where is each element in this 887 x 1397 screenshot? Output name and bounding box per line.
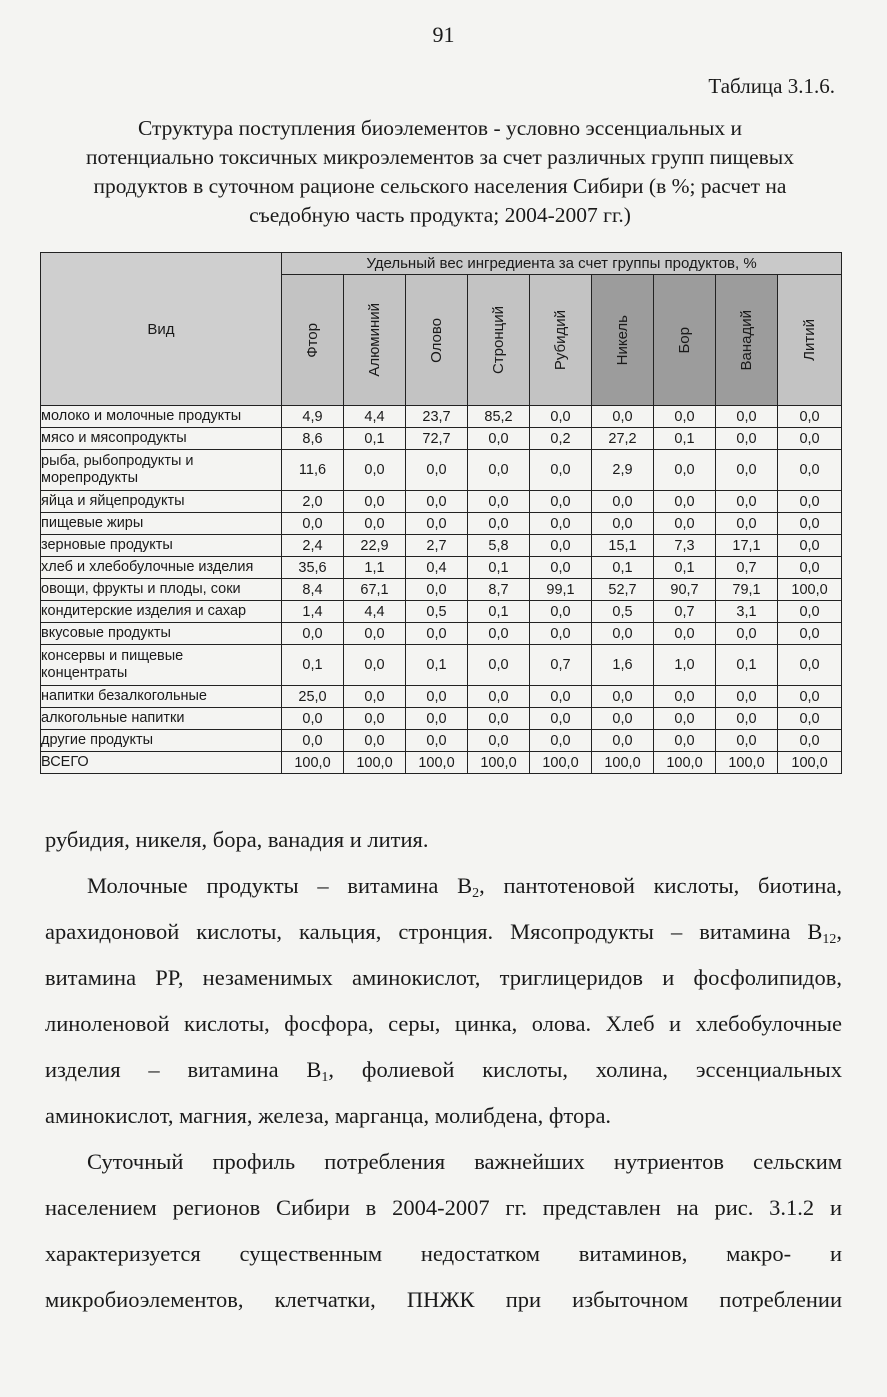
cell-value: 0,0 [468,428,530,450]
cell-value: 100,0 [282,752,344,774]
cell-value: 0,0 [778,450,842,491]
cell-value: 0,1 [716,645,778,686]
cell-value: 0,0 [592,491,654,513]
cell-value: 0,0 [654,406,716,428]
table-row [41,557,842,579]
cell-value: 0,0 [654,708,716,730]
cell-value: 100,0 [778,579,842,601]
cell-value: 0,0 [282,623,344,645]
cell-value: 0,0 [468,645,530,686]
cell-value: 79,1 [716,579,778,601]
cell-value: 72,7 [406,428,468,450]
cell-value: 0,0 [778,708,842,730]
cell-value: 11,6 [282,450,344,491]
cell-value: 0,0 [530,557,592,579]
row-name: ВСЕГО [41,752,282,774]
cell-value: 0,0 [282,708,344,730]
table-row [41,730,842,752]
cell-value: 0,7 [530,645,592,686]
cell-value: 0,0 [406,686,468,708]
table-caption [40,114,840,230]
cell-value: 2,4 [282,535,344,557]
row-name: напитки безалкогольные [41,686,282,708]
table-row [41,752,842,774]
table-row [41,406,842,428]
cell-value: 0,0 [716,513,778,535]
cell-value: 0,0 [592,686,654,708]
row-name: вкусовые продукты [41,623,282,645]
cell-value: 99,1 [530,579,592,601]
row-header: Вид [41,253,282,406]
cell-value: 0,0 [778,730,842,752]
column-header: Никель [592,275,654,406]
cell-value: 0,0 [344,730,406,752]
cell-value: 100,0 [716,752,778,774]
cell-value: 2,7 [406,535,468,557]
cell-value: 2,9 [592,450,654,491]
cell-value: 22,9 [344,535,406,557]
cell-value: 0,0 [654,730,716,752]
column-header: Фтор [282,275,344,406]
column-header: Ванадий [716,275,778,406]
column-header: Алюминий [344,275,406,406]
cell-value: 0,0 [778,491,842,513]
cell-value: 0,0 [654,491,716,513]
cell-value: 0,0 [778,428,842,450]
cell-value: 0,0 [406,450,468,491]
row-name: консервы и пищевые концентраты [41,645,282,686]
cell-value: 0,0 [778,601,842,623]
cell-value: 35,6 [282,557,344,579]
cell-value: 100,0 [592,752,654,774]
cell-value: 0,2 [530,428,592,450]
cell-value: 0,0 [716,406,778,428]
cell-value: 2,0 [282,491,344,513]
row-name: пищевые жиры [41,513,282,535]
cell-value: 0,1 [282,645,344,686]
paragraph: рубидия, никеля, бора, ванадия и лития. [45,827,429,852]
table-row [41,686,842,708]
cell-value: 8,4 [282,579,344,601]
cell-value: 0,7 [716,557,778,579]
cell-value: 100,0 [468,752,530,774]
cell-value: 4,9 [282,406,344,428]
cell-value: 0,0 [468,450,530,491]
cell-value: 0,0 [716,730,778,752]
cell-value: 0,0 [344,645,406,686]
cell-value: 0,0 [468,730,530,752]
row-name: молоко и молочные продукты [41,406,282,428]
column-header: Стронций [468,275,530,406]
cell-value: 0,0 [592,730,654,752]
cell-value: 0,0 [530,450,592,491]
table-row [41,491,842,513]
column-header: Рубидий [530,275,592,406]
cell-value: 0,0 [654,513,716,535]
data-table [40,252,842,774]
column-header: Олово [406,275,468,406]
cell-value: 0,0 [530,708,592,730]
cell-value: 0,0 [344,513,406,535]
paragraph: Суточный профиль потребления важнейших нутриентов сельским населением регионов Сибири в 2004-2007 гг. представлен на рис. 3.1.2 и характеризуется существенным недостатком витаминов, макро- и микробиоэлементов, клетчатки, ПНЖК при избыточном потреблении [45,1149,842,1312]
cell-value: 0,4 [406,557,468,579]
table-row [41,645,842,686]
cell-value: 0,0 [716,450,778,491]
cell-value: 100,0 [778,752,842,774]
cell-value: 0,0 [344,708,406,730]
cell-value: 0,0 [654,686,716,708]
cell-value: 0,7 [654,601,716,623]
cell-value: 90,7 [654,579,716,601]
cell-value: 0,0 [468,623,530,645]
cell-value: 27,2 [592,428,654,450]
cell-value: 0,0 [716,428,778,450]
row-name: хлеб и хлебобулочные изделия [41,557,282,579]
cell-value: 0,0 [282,730,344,752]
cell-value: 0,0 [344,450,406,491]
cell-value: 0,0 [282,513,344,535]
group-header: Удельный вес ингредиента за счет группы продуктов, % [282,253,842,275]
cell-value: 0,0 [406,513,468,535]
cell-value: 0,0 [778,406,842,428]
row-name: алкогольные напитки [41,708,282,730]
cell-value: 8,7 [468,579,530,601]
cell-value: 1,1 [344,557,406,579]
cell-value: 4,4 [344,601,406,623]
paragraph: Молочные продукты – витамина $B_2$, пантотеновой кислоты, биотина, арахидоновой кислоты, кальция, стронция. Мясопродукты – витамина $B_{12}$, витамина PP, незаменимых аминокислот, триглицеридов и фосфолипидов, линоленовой кислоты, фосфора, серы, цинка, олова. Хлеб и хлебобулочные изделия – витамина $B_1$, фолиевой кислоты, холина, эссенциальных аминокислот, магния, железа, марганца, молибдена, фтора. [45,873,842,1128]
cell-value: 0,0 [344,491,406,513]
table-row [41,708,842,730]
cell-value: 100,0 [654,752,716,774]
table-row [41,623,842,645]
cell-value: 0,0 [654,623,716,645]
caption-line: продуктов в суточном рационе сельского населения Сибири (в %; расчет на [93,174,787,198]
row-name: мясо и мясопродукты [41,428,282,450]
table-row [41,601,842,623]
page-number: 91 [432,22,455,47]
cell-value: 0,0 [468,686,530,708]
cell-value: 7,3 [654,535,716,557]
cell-value: 0,0 [778,557,842,579]
cell-value: 100,0 [530,752,592,774]
cell-value: 0,0 [406,730,468,752]
cell-value: 0,0 [716,686,778,708]
cell-value: 8,6 [282,428,344,450]
cell-value: 0,0 [592,406,654,428]
cell-value: 0,0 [530,535,592,557]
column-header: Литий [778,275,842,406]
cell-value: 0,0 [530,491,592,513]
table-label: Таблица 3.1.6. [708,74,835,98]
cell-value: 0,0 [406,579,468,601]
row-name: яйца и яйцепродукты [41,491,282,513]
cell-value: 0,0 [716,491,778,513]
cell-value: 0,0 [716,623,778,645]
cell-value: 0,0 [654,450,716,491]
row-name: кондитерские изделия и сахар [41,601,282,623]
cell-value: 0,5 [406,601,468,623]
caption-line: потенциально токсичных микроэлементов за счет различных групп пищевых [86,145,794,169]
cell-value: 0,0 [406,623,468,645]
cell-value: 0,0 [530,406,592,428]
row-name: овощи, фрукты и плоды, соки [41,579,282,601]
row-name: рыба, рыбопродукты и морепродукты [41,450,282,491]
cell-value: 4,4 [344,406,406,428]
cell-value: 0,0 [530,623,592,645]
caption-line: Структура поступления биоэлементов - условно эссенциальных и [137,116,743,140]
cell-value: 0,1 [592,557,654,579]
cell-value: 1,6 [592,645,654,686]
cell-value: 0,0 [778,645,842,686]
cell-value: 17,1 [716,535,778,557]
cell-value: 1,0 [654,645,716,686]
cell-value: 67,1 [344,579,406,601]
table-row [41,428,842,450]
caption-line: съедобную часть продукта; 2004-2007 гг.) [249,203,631,227]
cell-value: 0,0 [406,491,468,513]
cell-value: 0,1 [654,557,716,579]
cell-value: 5,8 [468,535,530,557]
table-row [41,513,842,535]
cell-value: 0,0 [530,686,592,708]
cell-value: 0,0 [778,535,842,557]
cell-value: 0,0 [344,623,406,645]
cell-value: 0,0 [592,623,654,645]
cell-value: 0,1 [654,428,716,450]
cell-value: 0,0 [592,708,654,730]
cell-value: 0,0 [468,491,530,513]
cell-value: 3,1 [716,601,778,623]
cell-value: 25,0 [282,686,344,708]
cell-value: 0,5 [592,601,654,623]
cell-value: 0,0 [406,708,468,730]
cell-value: 100,0 [344,752,406,774]
cell-value: 0,1 [468,601,530,623]
cell-value: 0,0 [716,708,778,730]
cell-value: 0,0 [530,601,592,623]
table-row [41,450,842,491]
cell-value: 0,0 [592,513,654,535]
cell-value: 100,0 [406,752,468,774]
row-name: зерновые продукты [41,535,282,557]
cell-value: 15,1 [592,535,654,557]
cell-value: 0,1 [406,645,468,686]
cell-value: 0,0 [530,730,592,752]
cell-value: 0,0 [468,513,530,535]
body-text [45,817,842,1323]
cell-value: 85,2 [468,406,530,428]
row-name: другие продукты [41,730,282,752]
cell-value: 0,1 [468,557,530,579]
cell-value: 0,0 [778,623,842,645]
cell-value: 52,7 [592,579,654,601]
cell-value: 23,7 [406,406,468,428]
cell-value: 1,4 [282,601,344,623]
cell-value: 0,0 [530,513,592,535]
cell-value: 0,0 [778,513,842,535]
table-row [41,535,842,557]
column-header: Бор [654,275,716,406]
cell-value: 0,0 [344,686,406,708]
table-row [41,579,842,601]
cell-value: 0,0 [778,686,842,708]
cell-value: 0,0 [468,708,530,730]
cell-value: 0,1 [344,428,406,450]
